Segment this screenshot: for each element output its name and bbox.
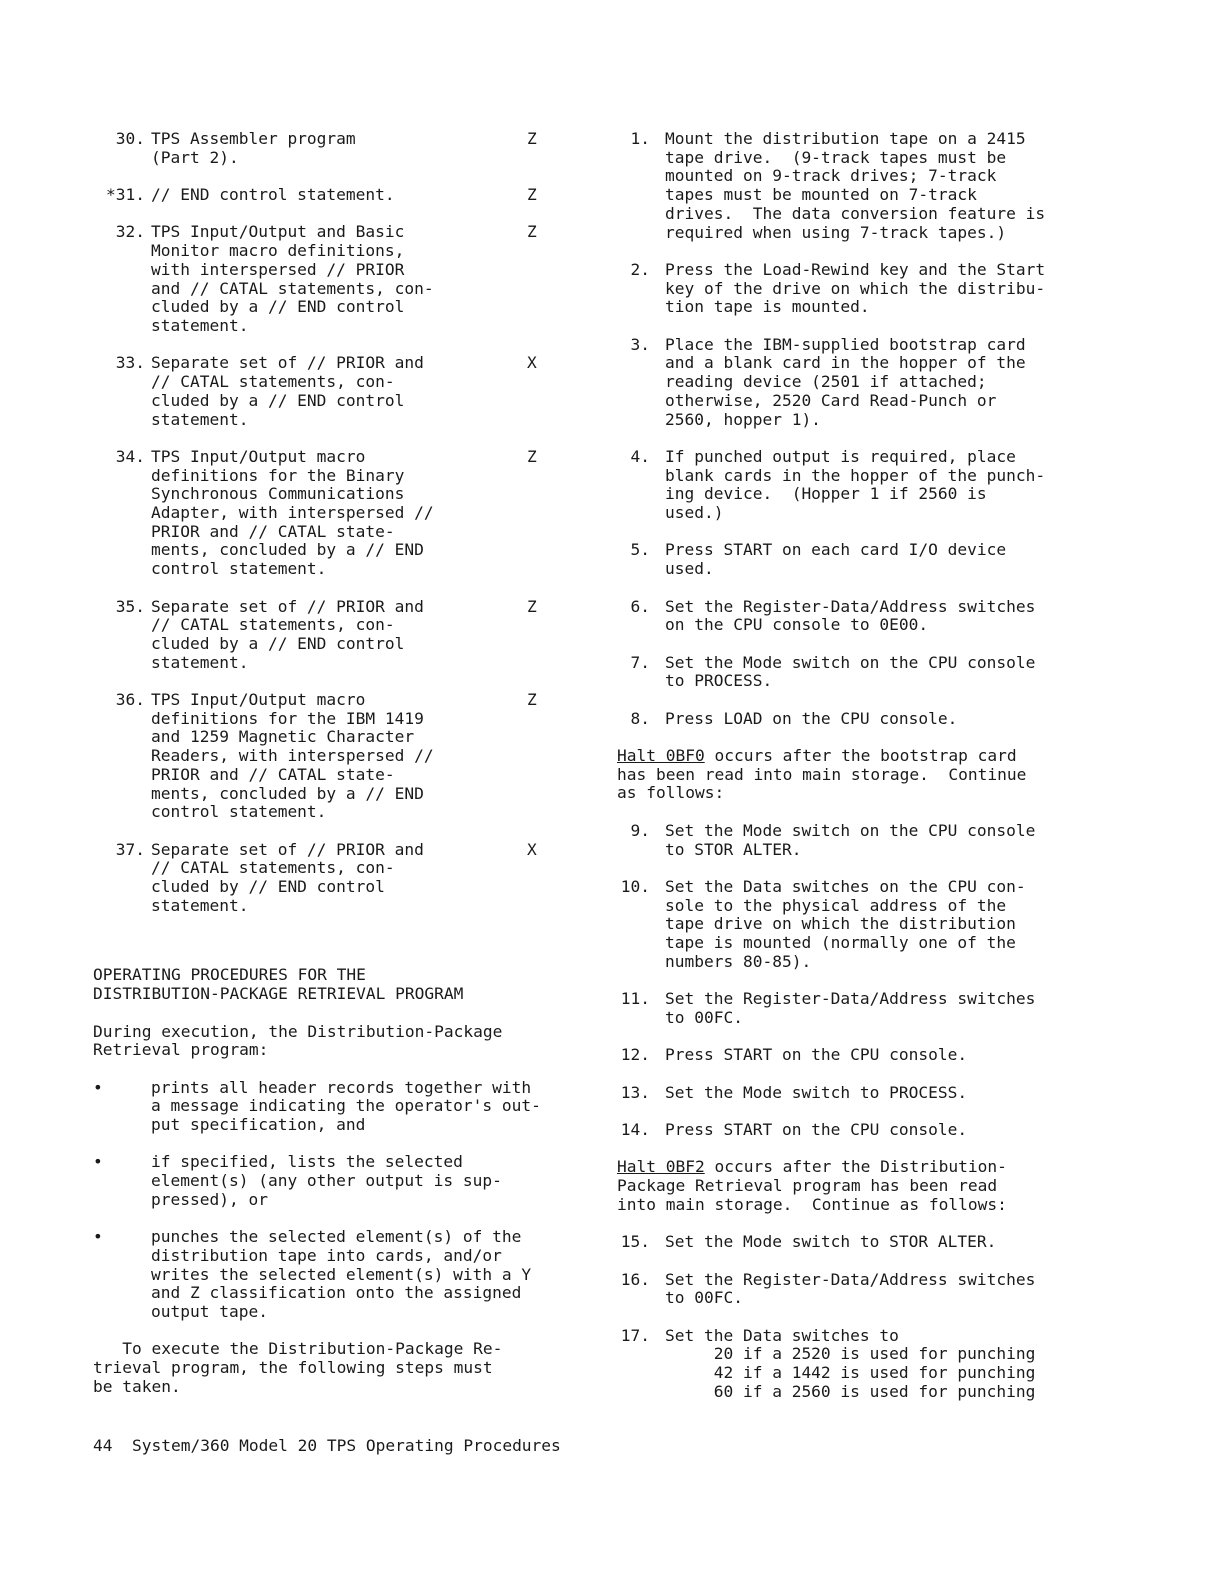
step-text: Press START on each card I/O device used. xyxy=(665,540,1007,579)
item-number: 36. xyxy=(115,690,145,709)
halt-code: Halt 0BF2 xyxy=(617,1157,705,1177)
item-text: TPS Assembler program (Part 2). xyxy=(151,129,356,167)
bullet-text: punches the selected element(s) of the distribution tape into cards, and/or writes the selected element(s) with a Y and Z classification onto the assigned output tape. xyxy=(151,1227,532,1322)
item-text: TPS Input/Output macro definitions for the IBM 1419 and 1259 Magnetic Character Readers, with interspersed // PRIOR and // CATAL state- ments, concluded by a // END control statement. xyxy=(151,690,434,822)
item-text: TPS Input/Output macro definitions for the Binary Synchronous Communications Adapter, with interspersed // PRIOR and // CATAL state- ments, concluded by a // END control statement. xyxy=(151,446,434,579)
bullet-text: prints all header records together with a message indicating the operator's out- put specification, and xyxy=(151,1077,541,1135)
step-number: 10. xyxy=(620,876,650,896)
item-number: 33. xyxy=(115,353,145,373)
list-item xyxy=(93,841,593,916)
list-item xyxy=(93,1079,593,1135)
step-number: 11. xyxy=(620,989,650,1009)
item-number: 35. xyxy=(115,596,145,616)
list-item xyxy=(93,130,593,167)
item-classification: Z xyxy=(527,446,537,466)
steps-list xyxy=(617,822,1127,1140)
page-footer: 44 System/360 Model 20 TPS Operating Procedures xyxy=(93,1436,561,1455)
item-number: *31. xyxy=(106,185,145,205)
halt-text: occurs after the Distribution- Package Retrieval program has been read into main storage. Continue as follows: xyxy=(617,1157,1007,1214)
step-text: Mount the distribution tape on a 2415 tape drive. (9-track tapes must be mounted on 9-track drives; 7-track tapes must be mounted on 7-track drives. The data conversion feature is required when using 7-track tapes.) xyxy=(665,129,1046,242)
bullet-text: if specified, lists the selected element(s) (any other output is sup- pressed), or xyxy=(151,1152,502,1209)
item-text: Separate set of // PRIOR and // CATAL statements, con- cluded by // END control statement. xyxy=(151,839,424,915)
step-text: Set the Mode switch on the CPU console to PROCESS. xyxy=(665,652,1036,691)
item-number: 30. xyxy=(115,129,145,148)
step-number: 12. xyxy=(620,1045,650,1065)
step-item xyxy=(617,1327,1127,1402)
step-item xyxy=(617,130,1127,242)
halt-paragraph xyxy=(617,1158,1127,1214)
step-item xyxy=(617,541,1127,578)
step-item xyxy=(617,878,1127,972)
step-text: Press START on the CPU console. xyxy=(665,1120,968,1140)
step-text: Press START on the CPU console. xyxy=(665,1045,968,1065)
section-heading: OPERATING PROCEDURES FOR THE DISTRIBUTION-PACKAGE RETRIEVAL PROGRAM xyxy=(93,965,464,1004)
list-item xyxy=(93,691,593,822)
step-number: 13. xyxy=(620,1082,650,1102)
step-number: 8. xyxy=(630,708,650,728)
list-item xyxy=(93,186,593,205)
intro-paragraph: During execution, the Distribution-Package Retrieval program: xyxy=(93,1021,503,1060)
step-item xyxy=(617,1046,1127,1065)
item-classification: Z xyxy=(527,222,537,242)
item-number: 34. xyxy=(115,446,145,466)
step-number: 1. xyxy=(630,129,650,148)
step-text: Set the Mode switch to PROCESS. xyxy=(665,1082,968,1102)
step-item xyxy=(617,598,1127,635)
list-item xyxy=(93,1153,593,1209)
step-number: 4. xyxy=(630,446,650,466)
step-text: If punched output is required, place blank cards in the hopper of the punch- ing device. (Hopper 1 if 2560 is used.) xyxy=(665,446,1046,523)
step-item xyxy=(617,710,1127,729)
item-text: TPS Input/Output and Basic Monitor macro definitions, with interspersed // PRIOR and // CATAL statements, con- cluded by a // END control statement. xyxy=(151,222,434,335)
step-text: Press the Load-Rewind key and the Start key of the drive on which the distribu- tion tape is mounted. xyxy=(665,259,1046,317)
step-text: Set the Mode switch on the CPU console to STOR ALTER. xyxy=(665,820,1036,859)
left-column xyxy=(93,130,593,1397)
step-item xyxy=(617,261,1127,317)
step-item xyxy=(617,1121,1127,1140)
step-item xyxy=(617,990,1127,1027)
step-number: 2. xyxy=(630,259,650,279)
step-item xyxy=(617,448,1127,523)
item-classification: Z xyxy=(527,596,537,616)
list-item xyxy=(93,448,593,579)
step-text: Set the Data switches on the CPU con- sole to the physical address of the tape drive on which the distribution tape is mounted (normally one of the numbers 80-85). xyxy=(665,876,1026,971)
step-text: Place the IBM-supplied bootstrap card and a blank card in the hopper of the reading device (2501 if attached; otherwise, 2520 Card Read-Punch or 2560, hopper 1). xyxy=(665,334,1026,429)
item-text: Separate set of // PRIOR and // CATAL statements, con- cluded by a // END control statement. xyxy=(151,596,424,672)
item-classification: Z xyxy=(527,185,537,205)
component-list xyxy=(93,130,593,915)
step-number: 14. xyxy=(620,1120,650,1140)
step-item xyxy=(617,1233,1127,1252)
list-item xyxy=(93,598,593,673)
steps-list xyxy=(617,1233,1127,1401)
bullet-icon: • xyxy=(93,1227,103,1247)
step-text: Set the Register-Data/Address switches on the CPU console to 0E00. xyxy=(665,596,1036,635)
halt-paragraph xyxy=(617,747,1127,803)
execute-paragraph: To execute the Distribution-Package Re- trieval program, the following steps must be taken. xyxy=(93,1339,503,1396)
halt-text: occurs after the bootstrap card has been read into main storage. Continue as follows: xyxy=(617,746,1027,803)
step-text: Set the Register-Data/Address switches to 00FC. xyxy=(665,1269,1036,1308)
bullet-list xyxy=(93,1079,593,1322)
step-number: 5. xyxy=(630,540,650,560)
step-text: Set the Mode switch to STOR ALTER. xyxy=(665,1232,997,1252)
item-classification: Z xyxy=(527,129,537,148)
step-text: Press LOAD on the CPU console. xyxy=(665,708,958,728)
step-item xyxy=(617,654,1127,691)
step-item xyxy=(617,1271,1127,1308)
right-column xyxy=(617,130,1127,1402)
bullet-icon: • xyxy=(93,1152,103,1172)
step-item xyxy=(617,1084,1127,1103)
list-item xyxy=(93,223,593,335)
step-number: 16. xyxy=(620,1269,650,1289)
step-number: 15. xyxy=(620,1232,650,1252)
step-text: Set the Register-Data/Address switches to 00FC. xyxy=(665,989,1036,1027)
list-item xyxy=(93,1228,593,1322)
bullet-icon: • xyxy=(93,1077,103,1097)
item-classification: X xyxy=(527,353,537,373)
item-text: // END control statement. xyxy=(151,185,395,205)
step-number: 3. xyxy=(630,334,650,354)
step-item xyxy=(617,822,1127,859)
item-number: 32. xyxy=(115,222,145,242)
item-number: 37. xyxy=(115,839,145,859)
step-number: 6. xyxy=(630,596,650,616)
halt-code: Halt 0BF0 xyxy=(617,746,705,766)
steps-list xyxy=(617,130,1127,728)
step-number: 7. xyxy=(630,652,650,672)
step-item xyxy=(617,336,1127,430)
item-classification: Z xyxy=(527,690,537,709)
list-item xyxy=(93,354,593,429)
item-text: Separate set of // PRIOR and // CATAL statements, con- cluded by a // END control statement. xyxy=(151,353,424,429)
step-number: 9. xyxy=(630,820,650,840)
step-number: 17. xyxy=(620,1325,650,1345)
item-classification: X xyxy=(527,839,537,859)
step-text: Set the Data switches to 20 if a 2520 is used for punching 42 if a 1442 is used for punching 60 if a 2560 is used for punching xyxy=(665,1325,1036,1401)
